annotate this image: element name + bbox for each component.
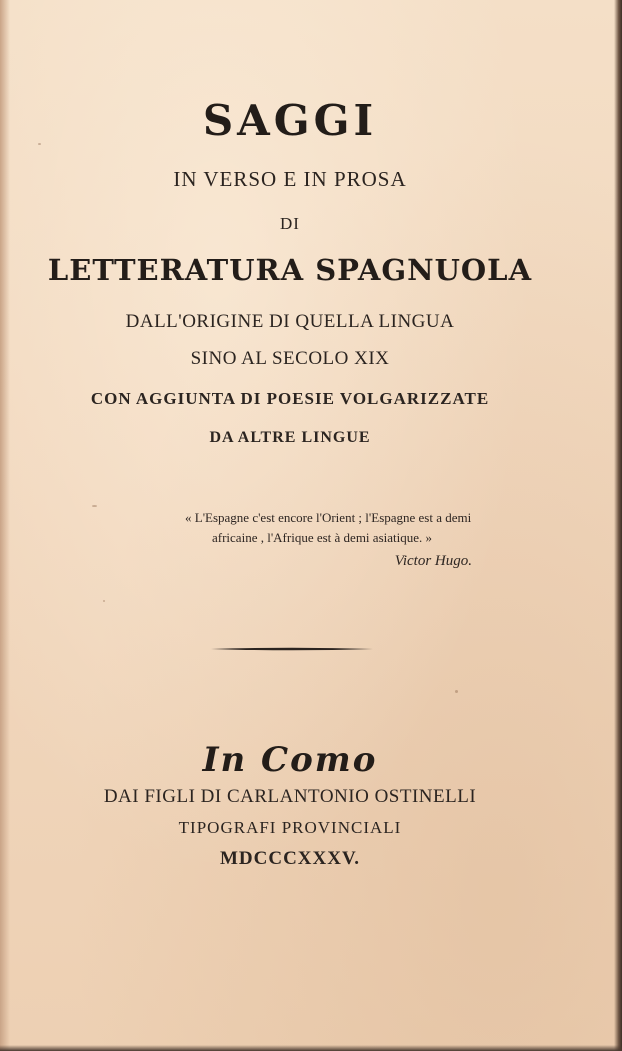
page-left-shadow bbox=[0, 0, 10, 1051]
paper-speck bbox=[455, 690, 458, 693]
epigraph-author: Victor Hugo. bbox=[394, 553, 472, 569]
imprint-year: MDCCCXXXV. bbox=[219, 848, 360, 869]
subtitle-other-languages: DA ALTRE LINGUE bbox=[209, 429, 371, 446]
main-subject-title: LETTERATURA SPAGNUOLA bbox=[47, 253, 533, 287]
subtitle-origin: DALL'ORIGINE DI QUELLA LINGUA bbox=[125, 311, 455, 332]
epigraph bbox=[185, 508, 545, 571]
subtitle-additions: CON AGGIUNTA DI POESIE VOLGARIZZATE bbox=[90, 389, 490, 408]
imprint-role: TIPOGRAFI PROVINCIALI bbox=[178, 818, 402, 837]
book-title: SAGGI bbox=[202, 96, 378, 145]
paper-speck bbox=[92, 505, 97, 507]
page-right-edge bbox=[614, 0, 622, 1051]
decorative-rule bbox=[211, 647, 373, 651]
imprint-place: In Como bbox=[202, 740, 378, 780]
paper-speck bbox=[103, 600, 105, 602]
epigraph-line: africaine , l'Afrique est à demi asiatique. » bbox=[212, 530, 433, 545]
subtitle-century: SINO AL SECOLO XIX bbox=[190, 348, 390, 369]
epigraph-line: « L'Espagne c'est encore l'Orient ; l'Espagne est a demi bbox=[185, 510, 472, 525]
subtitle-di: DI bbox=[280, 214, 300, 233]
page-bottom-edge bbox=[0, 1045, 622, 1051]
imprint-publisher: DAI FIGLI DI CARLANTONIO OSTINELLI bbox=[103, 786, 477, 807]
subtitle-verse-prose: IN VERSO E IN PROSA bbox=[173, 167, 407, 191]
